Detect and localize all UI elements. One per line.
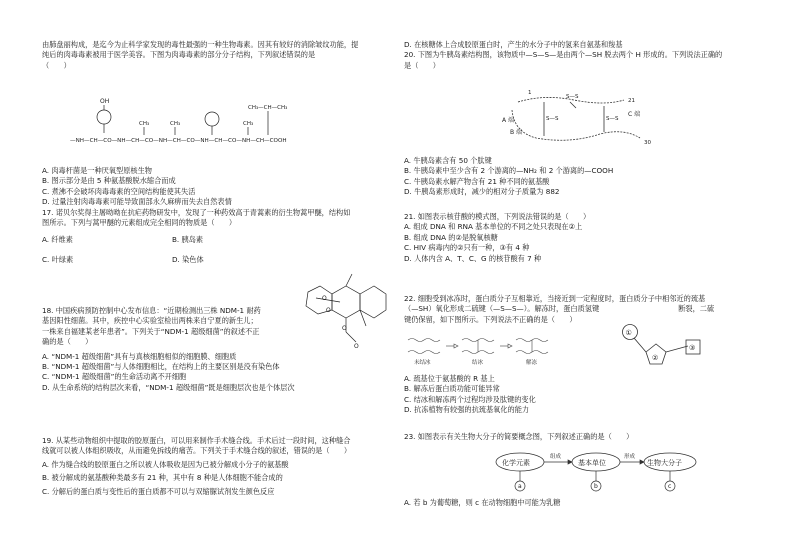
isopropyl-label: CH₃—CH—CH₃ bbox=[248, 105, 288, 111]
q19-option-d: D. 在核糖体上合成胶原蛋白时，产生的水分子中的氢来自氨基和羧基 bbox=[404, 40, 623, 49]
q16-option-a: A. 肉毒杆菌是一种厌氧型原核生物 bbox=[42, 166, 152, 175]
q17-stem-1: 17. 诺贝尔奖得主屠呦呦在抗疟药物研发中，发现了一种药效高于青蒿素的衍生物蒿甲醚，结构如 bbox=[42, 208, 351, 217]
q17-stem-2: 图所示。下列与蒿甲醚的元素组成完全相同的物质是（ ） bbox=[42, 218, 237, 228]
label-c: c bbox=[668, 483, 672, 490]
q16-options bbox=[42, 166, 402, 208]
residue-1: 1 bbox=[528, 90, 532, 96]
q18-option-a: A. “NDM-1 超级细菌”具有与真核细胞相似的细胞膜、细胞质 bbox=[42, 351, 237, 361]
thawed-label: 解冻 bbox=[526, 360, 538, 366]
disulfide-label-1: S—S bbox=[566, 94, 579, 100]
q19-stem-2: 线就可以被人体组织吸收，从而避免拆线的痛苦。下列关于手术缝合线的叙述，错误的是（ ） bbox=[42, 446, 352, 456]
q17-option-c: C. 叶绿素 bbox=[42, 255, 74, 265]
q18-option-b: B. “NDM-1 超级细菌”与人体细胞相比，在结构上的主要区别是没有染色体 bbox=[42, 361, 280, 371]
q17 bbox=[42, 208, 402, 266]
protein-freeze-figure bbox=[404, 330, 554, 368]
q16-option-c: C. 煮沸不会破坏肉毒毒素的空间结构能使其失活 bbox=[42, 186, 196, 196]
label-a: a bbox=[518, 483, 522, 490]
sugar-number: ② bbox=[652, 354, 659, 362]
ch3-label-1: CH₃ bbox=[139, 121, 150, 127]
q21-option-a: A. 组成 DNA 和 RNA 基本单位的不同之处只表现在②上 bbox=[404, 222, 583, 232]
q21 bbox=[404, 212, 760, 264]
q23-options bbox=[404, 498, 760, 508]
node-elements: 化学元素 bbox=[502, 459, 530, 467]
q17-option-b: B. 胰岛素 bbox=[172, 234, 204, 244]
q22-option-a: A. 巯基位于氨基酸的 R 基上 bbox=[404, 374, 495, 383]
q18-option-d: D. 从生命系统的结构层次来看，“NDM-1 超级细菌”既是细胞层次也是个体层次 bbox=[42, 382, 295, 392]
q18-stem-3: 一株来自福建某老年患者”。下列关于“NDM-1 超级细菌”的叙述不正 bbox=[42, 326, 260, 336]
q22-option-c: C. 结冰和解冻两个过程均涉及肽键的变化 bbox=[404, 394, 536, 404]
left-column bbox=[42, 40, 402, 71]
q22-option-b: B. 解冻后蛋白质功能可能异常 bbox=[404, 384, 500, 394]
edge-compose: 组成 bbox=[550, 454, 562, 460]
q17-option-d: D. 染色体 bbox=[172, 255, 204, 265]
node-basic-unit: 基本单位 bbox=[578, 459, 606, 467]
q23-stem: 23. 如图表示有关生物大分子的简要概念图，下列叙述正确的是（ ） bbox=[404, 432, 634, 441]
q20-option-b: B. 牛胰岛素中至少含有 2 个游离的—NH₂ 和 2 个游离的—COOH bbox=[404, 166, 614, 176]
q23 bbox=[404, 432, 760, 442]
q19-option-b: B. 被分解成的氨基酸种类最多有 21 种，其中有 8 种是人体细胞不能合成的 bbox=[42, 473, 283, 483]
a-end-label: A 端 bbox=[502, 117, 515, 124]
node-macromolecule: 生物大分子 bbox=[647, 459, 682, 467]
c-end-label: C 端 bbox=[628, 111, 641, 118]
q18-option-c: C. “NDM-1 超级细菌”的生命活动离不开细胞 bbox=[42, 372, 187, 382]
q17-options-row-1 bbox=[42, 235, 402, 245]
q18-stem-1: 18. 中国疾病预防控制中心发布信息：“近期检测出三株 NDM-1 耐药 bbox=[42, 306, 261, 315]
q20-stem-1: 20. 下图为牛胰岛素结构图，该物质中—S—S—是由两个—SH 脱去两个 H 形成的。下列说法正确的 bbox=[404, 50, 723, 60]
ch3-label-3: CH₃ bbox=[243, 121, 254, 127]
q17-options-row-2 bbox=[42, 255, 402, 265]
disulfide-label-3: S—S bbox=[606, 116, 619, 122]
q16-line-1: 由肺盘丽构成，是迄今为止科学家发现的毒性最强的一种生物毒素。因其有较好的消除皱纹功能，提 bbox=[42, 40, 359, 49]
q20-stem-2: 是（ ） bbox=[404, 60, 440, 70]
svg-text:O: O bbox=[322, 295, 327, 302]
insulin-structure-figure bbox=[500, 88, 660, 150]
edge-form: 形成 bbox=[624, 454, 636, 460]
q22 bbox=[404, 294, 760, 325]
nucleotide-model-figure bbox=[620, 322, 704, 372]
q21-option-b: B. 组成 DNA 的②是脱氧核糖 bbox=[404, 232, 498, 242]
q18-stem-2: 基因阳性细菌。其中，疾控中心实验室检出两株来自宁夏的新生儿； bbox=[42, 316, 258, 326]
frozen-label: 结冰 bbox=[472, 360, 484, 366]
q20-option-d: D. 牛胰岛素形成时，减少的相对分子质量为 882 bbox=[404, 187, 560, 197]
residue-30: 30 bbox=[644, 140, 651, 146]
q19-stem-1: 19. 从某些动物组织中提取的胶原蛋白，可以用来制作手术缝合线。手术后过一段时间，这种缝合 bbox=[42, 436, 351, 445]
svg-text:O: O bbox=[326, 307, 331, 314]
q16-option-b: B. 图示部分是由 5 种氨基酸脱水缩合而成 bbox=[42, 176, 176, 186]
q21-stem: 21. 如图表示核苷酸的模式图，下列说法错误的是（ ） bbox=[404, 212, 591, 221]
q20-option-a: A. 牛胰岛素含有 50 个肽键 bbox=[404, 156, 492, 165]
right-column bbox=[404, 40, 760, 71]
svg-text:O: O bbox=[342, 325, 347, 332]
q22-stem-2: （—SH）氧化形成二硫键（—S—S—）。解冻时，蛋白质氢键 断裂，二硫 bbox=[404, 304, 715, 314]
ch3-label-2: CH₃ bbox=[170, 121, 181, 127]
botulinum-structure-figure bbox=[70, 97, 300, 155]
q18 bbox=[42, 306, 402, 393]
q20-option-c: C. 牛胰岛素水解产物含有 21 种不同的氨基酸 bbox=[404, 176, 550, 186]
q22-option-d: D. 抗冻植物有较强的抗巯基氧化的能力 bbox=[404, 405, 530, 415]
macromolecule-concept-map bbox=[490, 448, 700, 496]
q19 bbox=[42, 436, 402, 497]
q22-stem-3: 键仍保留，如下图所示。下列说法不正确的是（ ） bbox=[404, 314, 577, 324]
q18-stem-4: 确的是（ ） bbox=[42, 337, 93, 347]
disulfide-label-2: S—S bbox=[546, 116, 559, 122]
q23-option-a: A. 若 b 为葡萄糖，则 c 在动物细胞中可能为乳糖 bbox=[404, 498, 561, 507]
label-b: b bbox=[594, 483, 598, 490]
svg-text:O: O bbox=[354, 343, 359, 350]
q21-option-c: C. HIV 病毒内的②只有一种，③有 4 种 bbox=[404, 243, 530, 253]
q22-stem-1: 22. 细胞受到冰冻时，蛋白质分子互相靠近，当接近到一定程度时，蛋白质分子中相邻近的巯基 bbox=[404, 294, 706, 303]
peptide-chain: —NH—CH—CO—NH—CH—CO—NH—CH—CO—NH—CH—CO—NH—CH—COOH bbox=[70, 138, 287, 144]
q16-option-d: D. 过量注射肉毒毒素可能导致面部永久麻痹而失去自然表情 bbox=[42, 197, 232, 207]
unfrozen-label: 未结冰 bbox=[414, 360, 431, 366]
q16-line-3: （ ） bbox=[42, 60, 71, 70]
base-number: ③ bbox=[689, 344, 696, 352]
phosphate-number: ① bbox=[625, 329, 632, 337]
q19-option-a: A. 作为缝合线的胶原蛋白之所以被人体吸收是因为已被分解成小分子的氨基酸 bbox=[42, 459, 289, 469]
q20-options bbox=[404, 156, 760, 198]
q16-line-2: 纯后的肉毒毒素被用于医学美容。下图为肉毒毒素的部分分子结构，下列叙述错误的是 bbox=[42, 50, 316, 60]
q17-option-a: A. 纤维素 bbox=[42, 234, 73, 244]
oh-label: OH bbox=[100, 98, 110, 105]
b-end-label: B 端 bbox=[510, 129, 523, 136]
q22-options bbox=[404, 374, 760, 416]
q19-option-c: C. 分解后的蛋白质与变性后的蛋白质都不可以与双缩脲试剂发生颜色反应 bbox=[42, 486, 275, 496]
q21-option-d: D. 人体内含 A、T、C、G 的核苷酸有 7 种 bbox=[404, 253, 542, 263]
residue-21: 21 bbox=[628, 98, 635, 104]
